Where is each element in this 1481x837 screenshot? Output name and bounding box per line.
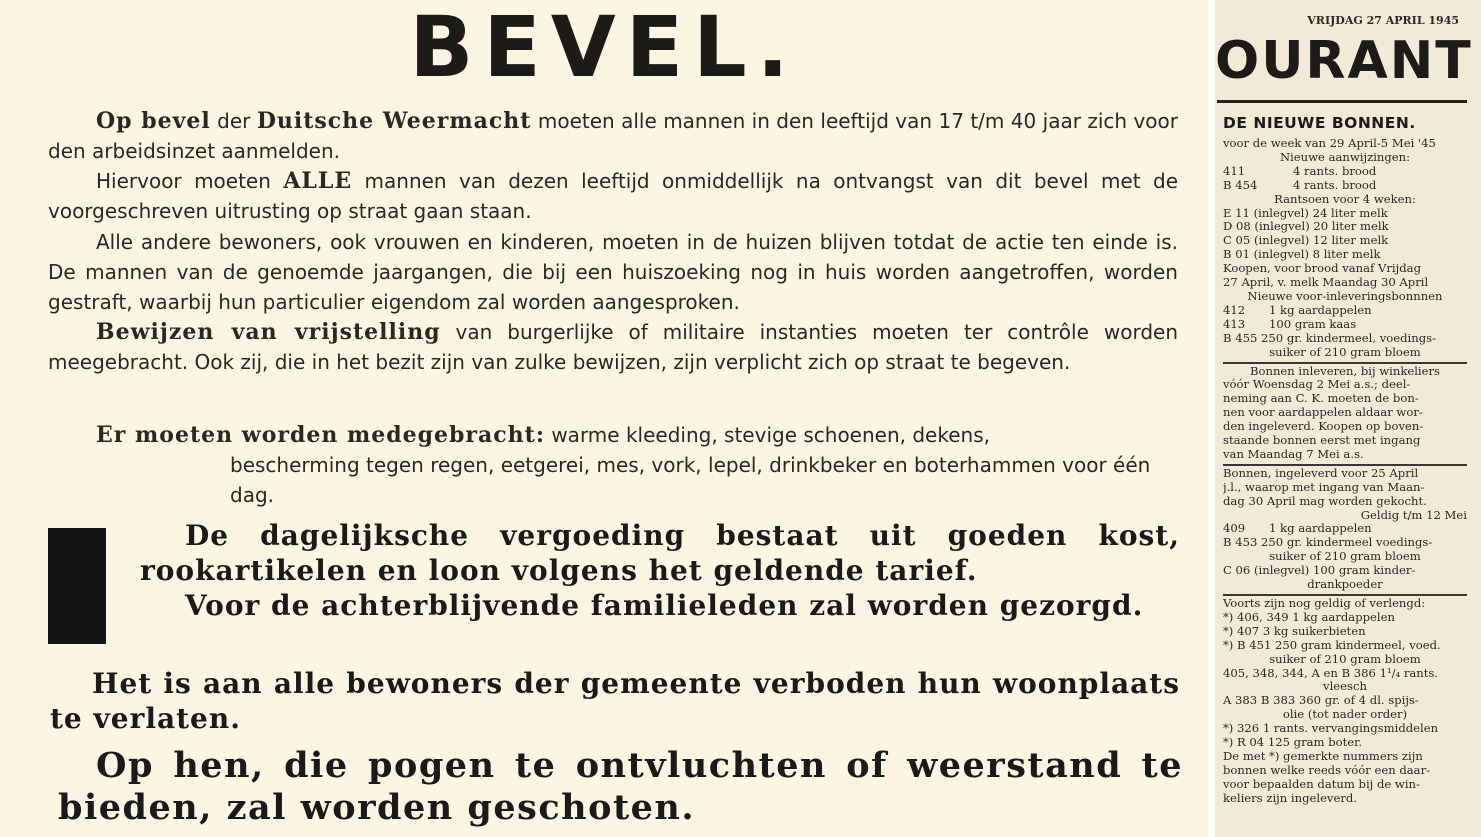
list-item: olie (tot nader order): [1282, 708, 1408, 722]
geldig-line: Geldig t/m 12 Mei: [1360, 508, 1467, 522]
section-rule: [1223, 594, 1467, 596]
aanwijzingen-line: Nieuwe aanwijzingen:: [1279, 150, 1411, 164]
list-item: 411 4 rants. brood: [1223, 164, 1377, 178]
list-item: E 11 (inlegvel) 24 liter melk: [1223, 206, 1388, 220]
list-item: 413 100 gram kaas: [1223, 317, 1357, 331]
rantsoen-line: Rantsoen voor 4 weken:: [1274, 192, 1416, 206]
list-item: 409 1 kg aardappelen: [1223, 522, 1372, 536]
medegebracht-heading: [96, 420, 1178, 450]
list-item: C 05 (inlegvel) 12 liter melk: [1223, 234, 1389, 248]
vrijstelling-paragraph: [48, 317, 1178, 377]
intro-bold-1: Op bevel: [96, 108, 211, 134]
vergoeding-line-2: Voor de achterblijvende familieleden zal worden gezorgd.: [185, 589, 1144, 622]
medegebracht-line-1: warme kleeding, stevige schoenen, dekens,: [544, 423, 990, 447]
ingeleverd-line: Bonnen, ingeleverd voor 25 April: [1223, 466, 1419, 480]
list-item: B 453 250 gr. kindermeel voedings-: [1223, 536, 1433, 550]
bonnen-heading: DE NIEUWE BONNEN.: [1223, 114, 1416, 132]
alle-text-1: Hiervoor moeten: [96, 169, 284, 193]
ingeleverd-line: dag 30 April mag worden gekocht.: [1223, 494, 1427, 508]
black-bar-ornament: [48, 528, 106, 644]
list-item: B 454 4 rants. brood: [1223, 178, 1377, 192]
list-item: A 383 B 383 360 gr. of 4 dl. spijs-: [1223, 694, 1419, 708]
inlever-line: vóór Woensdag 2 Mei a.s.; deel-: [1223, 378, 1411, 392]
note-line: voor bepaalden datum bij de win-: [1223, 777, 1420, 791]
vrijstelling-bold: Bewijzen van vrijstelling: [96, 319, 441, 345]
section-rule: [1223, 362, 1467, 364]
alle-paragraph: [48, 166, 1178, 226]
list-item: *) 406, 349 1 kg aardappelen: [1223, 610, 1395, 624]
week-line: voor de week van 29 April-5 Mei '45: [1223, 137, 1436, 150]
medegebracht-continuation: bescherming tegen regen, eetgerei, mes, vork, lepel, drinkbeker en boterhammen voor één dag.: [230, 453, 1151, 507]
newspaper-clipping: [1215, 0, 1481, 837]
bonnen-list: [1223, 137, 1467, 806]
list-item: D 08 (inlegvel) 20 liter melk: [1223, 220, 1389, 234]
image-divider: [1208, 0, 1215, 837]
list-item: B 455 250 gr. kindermeel, voedings-: [1223, 331, 1436, 345]
masthead-rule: [1217, 100, 1467, 103]
geschoten-text: Op hen, die pogen te ontvluchten of weerstand te bieden, zal worden geschoten.: [58, 745, 1183, 828]
bewoners-paragraph: Alle andere bewoners, ook vrouwen en kinderen, moeten in de huizen blijven totdat de actie ten einde is. De mannen van de genoemde jaargangen, die bij een huiszoeking nog in huis worden aangetroffen, worden gestraft, waarbij hun particulier eigendom zal worden aangesproken.: [48, 230, 1178, 314]
list-item: *) 326 1 rants. vervangingsmiddelen: [1223, 722, 1439, 736]
list-item: C 06 (inlegvel) 100 gram kinder-: [1223, 564, 1416, 578]
list-item: *) 407 3 kg suikerbieten: [1223, 624, 1366, 638]
list-item: suiker of 210 gram bloem: [1269, 345, 1421, 359]
note-line: keliers zijn ingeleverd.: [1223, 791, 1357, 805]
vergoeding-paragraph: [140, 518, 1180, 623]
medegebracht-bold: Er moeten worden medegebracht:: [96, 422, 545, 448]
list-item: drankpoeder: [1307, 578, 1383, 592]
list-item: vleesch: [1323, 680, 1367, 694]
intro-paragraph: [48, 106, 1178, 166]
list-item: suiker of 210 gram bloem: [1269, 550, 1421, 564]
koopen-line: Koopen, voor brood vanaf Vrijdag: [1223, 262, 1421, 276]
inlever-line: Bonnen inleveren, bij winkeliers: [1249, 364, 1440, 378]
inlever-line: nen voor aardappelen aldaar wor-: [1223, 406, 1423, 420]
alle-bold: ALLE: [283, 168, 353, 194]
voorts-line: Voorts zijn nog geldig of verlengd:: [1223, 597, 1426, 610]
intro-text-1: der: [210, 109, 257, 133]
poster-title: BEVEL.: [409, 0, 799, 96]
vrijstelling-text: van burgerlijke of militaire instanties moeten ter contrôle worden meegebracht. Ook zij, die in het bezit zijn van zulke bewijzen, zijn verplicht zich op straat te begeven.: [48, 320, 1178, 374]
verboden-text: Het is aan alle bewoners der gemeente verboden hun woonplaats te verlaten.: [50, 667, 1180, 735]
intro-bold-2: Duitsche Weermacht: [256, 108, 532, 134]
alle-text-2: mannen van dezen leeftijd onmiddellijk na ontvangst van dit bevel met de voorgeschreven uitrusting op straat gaan staan.: [48, 169, 1178, 223]
section-rule: [1223, 464, 1467, 466]
vergoeding-line-1: De dagelijksche vergoeding bestaat uit goeden kost, rookartikelen en loon volgens het geldende tarief.: [140, 519, 1180, 587]
inlever-line: staande bonnen eerst met ingang: [1223, 434, 1421, 448]
newspaper-date: VRIJDAG 27 APRIL 1945: [1307, 14, 1459, 27]
list-item: 405, 348, 344, A en B 386 1¹/₄ rants.: [1223, 666, 1439, 680]
inlever-line: van Maandag 7 Mei a.s.: [1223, 447, 1364, 461]
koopen-line: 27 April, v. melk Maandag 30 April: [1223, 276, 1429, 290]
ingeleverd-line: j.l., waarop met ingang van Maan-: [1223, 480, 1425, 494]
geschoten-paragraph: [58, 745, 1183, 829]
note-line: De met *) gemerkte nummers zijn: [1223, 749, 1423, 763]
list-item: *) R 04 125 gram boter.: [1223, 736, 1363, 750]
voorinlever-line: Nieuwe voor-inleveringsbonnnen: [1247, 289, 1443, 303]
list-item: suiker of 210 gram bloem: [1269, 652, 1421, 666]
list-item: *) B 451 250 gram kindermeel, voed.: [1223, 638, 1441, 652]
inlever-line: den ingeleverd. Koopen op boven-: [1223, 420, 1424, 434]
verboden-paragraph: [50, 666, 1180, 736]
list-item: B 01 (inlegvel) 8 liter melk: [1223, 248, 1381, 262]
list-item: 412 1 kg aardappelen: [1223, 303, 1372, 317]
note-line: bonnen welke reeds vóór een daar-: [1223, 763, 1431, 777]
newspaper-masthead: OURANT: [1215, 31, 1473, 91]
inlever-line: neming aan C. K. moeten de bon-: [1223, 392, 1419, 406]
intro-text-2: moeten alle mannen in den leeftijd van 17 t/m 40 jaar zich voor den arbeidsinzet aanmelden.: [48, 109, 1178, 163]
